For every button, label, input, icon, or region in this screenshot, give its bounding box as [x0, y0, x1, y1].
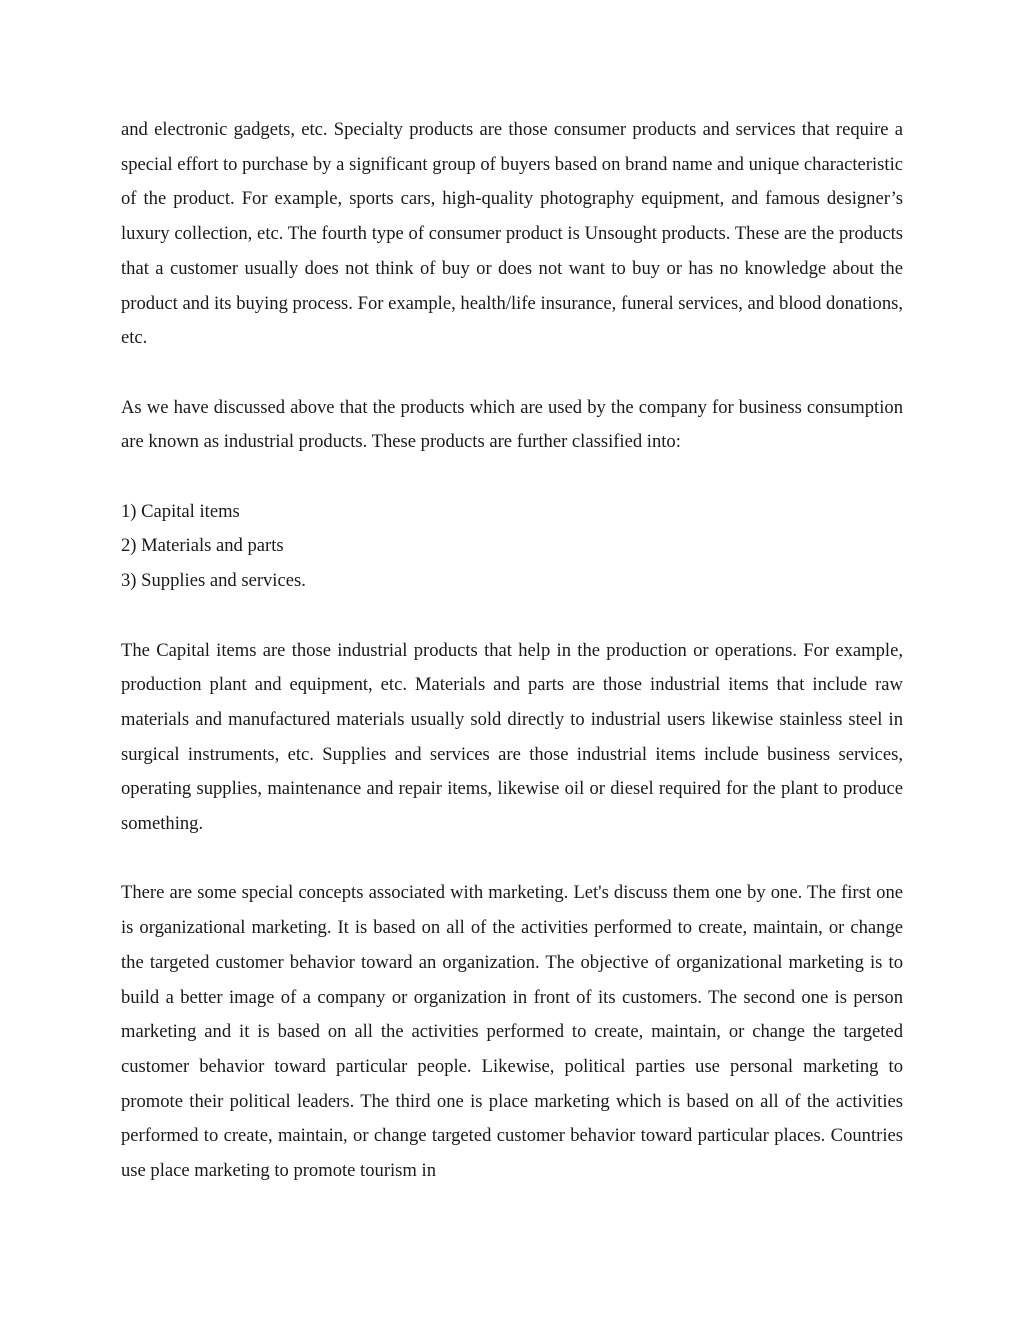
document-page	[121, 113, 903, 1189]
paragraph-spacer	[121, 356, 903, 391]
paragraph-spacer	[121, 842, 903, 877]
paragraph-industrial-items-explained: The Capital items are those industrial products that help in the production or operations. For example, production plant and equipment, etc. Materials and parts are those industrial items that include raw materials and manufactured materials usually sold directly to industrial users likewise stainless steel in surgical instruments, etc. Supplies and services are those industrial items include business services, operating supplies, maintenance and repair items, likewise oil or diesel required for the plant to produce something.	[121, 639, 903, 835]
list-item-capital-items: 1) Capital items	[121, 500, 240, 522]
paragraph-special-marketing-concepts: There are some special concepts associated with marketing. Let's discuss them one by one. The first one is organizational marketing. It is based on all of the activities performed to create, maintain, or change the targeted customer behavior toward an organization. The objective of organizational marketing is to build a better image of a company or organization in front of its customers. The second one is person marketing and it is based on all the activities performed to create, maintain, or change the targeted customer behavior toward particular people. Likewise, political parties use personal marketing to promote their political leaders. The third one is place marketing which is based on all of the activities performed to create, maintain, or change targeted customer behavior toward particular places. Countries use place marketing to promote tourism in	[121, 882, 903, 1182]
paragraph-spacer	[121, 460, 903, 495]
industrial-products-list	[121, 495, 903, 599]
paragraph-specialty-unsought-products: and electronic gadgets, etc. Specialty products are those consumer products and services that require a special effort to purchase by a significant group of buyers based on brand name and unique characteristic of the product. For example, sports cars, high-quality photography equipment, and famous designer’s luxury collection, etc. The fourth type of consumer product is Unsought products. These are the products that a customer usually does not think of buy or does not want to buy or has no knowledge about the product and its buying process. For example, health/life insurance, funeral services, and blood donations, etc.	[121, 119, 903, 349]
paragraph-spacer	[121, 599, 903, 634]
list-item-materials-and-parts: 2) Materials and parts	[121, 535, 284, 557]
paragraph-industrial-products-intro: As we have discussed above that the products which are used by the company for business consumption are known as industrial products. These products are further classified into:	[121, 396, 903, 453]
list-item-supplies-and-services: 3) Supplies and services.	[121, 570, 306, 592]
